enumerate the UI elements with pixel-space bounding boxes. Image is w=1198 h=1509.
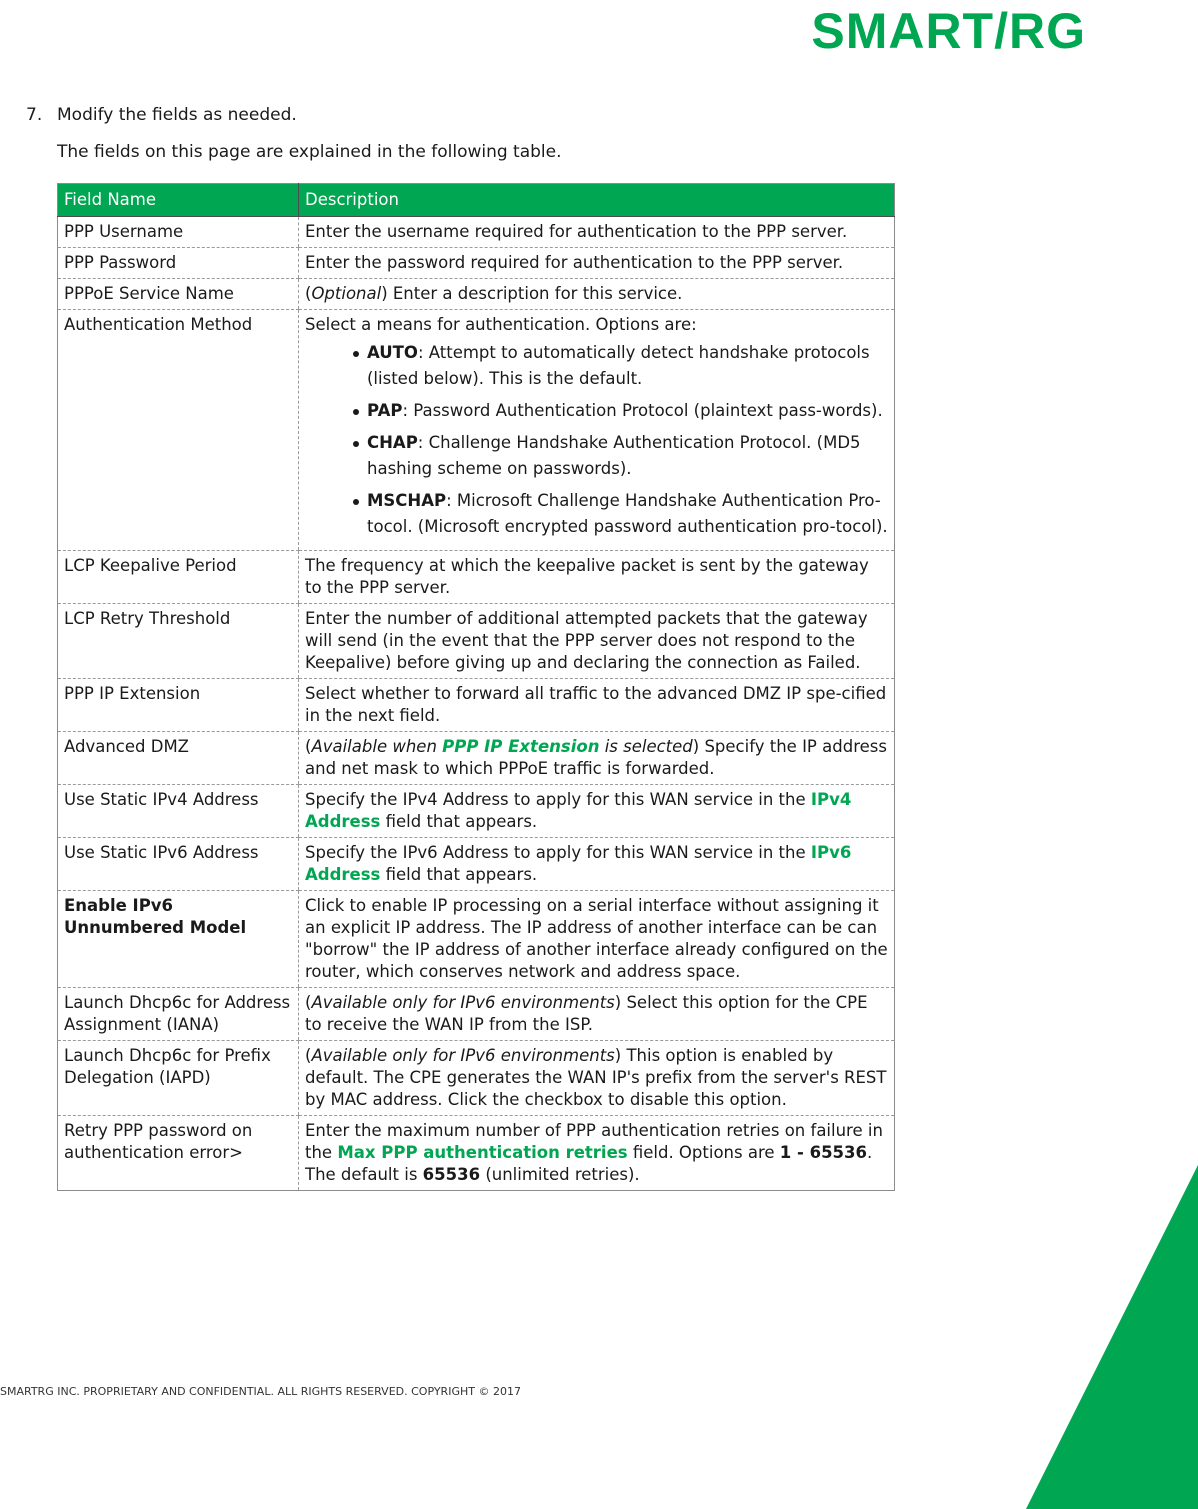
field-description: The frequency at which the keepalive packet is sent by the gateway to the PPP server. [299,551,895,604]
table-row [58,217,895,248]
description-text-mid: field. Options are [627,1143,780,1162]
field-description: Enter the password required for authentication to the PPP server. [299,248,895,279]
ipv4-address-ref: IPv4 Address [305,790,852,831]
option-term: CHAP [367,433,418,452]
field-name: Retry PPP password on authentication error> [64,1121,253,1162]
availability-note: Available only for IPv6 environments [311,993,615,1012]
field-description: (Optional) Enter a description for this service. [299,279,895,310]
description-text: Specify the IP address and net mask to which PPPoE traffic is forwarded. [305,737,887,778]
field-name: PPP IP Extension [58,679,299,732]
field-name: Use Static IPv4 Address [58,785,299,838]
field-description: Select whether to forward all traffic to the advanced DMZ IP spe-cified in the next field. [299,679,895,732]
retry-range: 1 - 65536 [779,1143,868,1162]
table-row [58,838,895,891]
description-text-end: (unlimited retries). [480,1165,640,1184]
footer-copyright: SMARTRG INC. PROPRIETARY AND CONFIDENTIAL. ALL RIGHTS RESERVED. COPYRIGHT © 2017 [0,1385,521,1398]
option-term: AUTO [367,343,418,362]
field-name: Use Static IPv6 Address [58,838,299,891]
table-row [58,551,895,604]
table-row [58,1116,895,1191]
field-description: (Available only for IPv6 environments) Select this option for the CPE to receive the WAN IP from the ISP. [299,988,895,1041]
field-name: Launch Dhcp6c for Prefix Delegation (IAPD) [58,1041,299,1116]
field-description: (Available only for IPv6 environments) This option is enabled by default. The CPE generates the WAN IP's prefix from the server's REST by MAC address. Click the checkbox to disable this option. [299,1041,895,1116]
table-row [58,604,895,679]
step-number: 7. [26,105,43,125]
option-text: : Attempt to automatically detect handshake protocols (listed below). This is the default. [367,343,870,388]
field-name: PPP Username [58,217,299,248]
description-text-mid2: . The default is [305,1143,873,1184]
intro-text: The fields on this page are explained in the following table. [57,142,562,162]
description-text: Enter a description for this service. [387,284,683,303]
option-text: : Password Authentication Protocol (plaintext pass-words). [402,401,883,420]
header-description: Description [299,184,895,217]
field-name: PPP Password [58,248,299,279]
list-item [367,488,888,540]
max-retries-ref: Max PPP authentication retries [337,1143,628,1162]
table-row [58,732,895,785]
description-text: Select this option for the CPE to receive the WAN IP from the ISP. [305,993,868,1034]
description-text-end: field that appears. [380,812,538,831]
field-name: LCP Keepalive Period [58,551,299,604]
field-description [299,310,895,551]
field-description [299,1116,895,1191]
table-row [58,679,895,732]
table-row [58,279,895,310]
description-text-end: field that appears. [380,865,538,884]
description-text: Enter the maximum number of PPP authentication retries on failure in the [305,1121,883,1162]
optional-note: Optional [311,284,382,303]
option-text: : Microsoft Challenge Handshake Authentication Pro-tocol. (Microsoft encrypted password authentication pro-tocol). [367,491,888,536]
corner-triangle-decoration [1026,1165,1198,1509]
option-text: : Challenge Handshake Authentication Protocol. (MD5 hashing scheme on passwords). [367,433,861,478]
table-row [58,310,895,551]
option-term: MSCHAP [367,491,447,510]
description-text: Select a means for authentication. Options are: [305,315,697,334]
list-item [367,340,888,392]
table-row [58,785,895,838]
header-field-name: Field Name [58,184,299,217]
ppp-ip-extension-ref: PPP IP Extension [442,737,600,756]
field-name: Launch Dhcp6c for Address Assignment (IANA) [58,988,299,1041]
field-description: Enter the number of additional attempted packets that the gateway will send (in the event that the PPP server does not respond to the Keepalive) before giving up and declaring the connection as Failed. [299,604,895,679]
ipv6-address-ref: IPv6 Address [305,843,852,884]
field-description [299,785,895,838]
availability-note-end: is selected [599,737,693,756]
description-text: This option is enabled by default. The CPE generates the WAN IP's prefix from the server's REST by MAC address. Click the checkbox to disable this option. [305,1046,887,1109]
table-row [58,248,895,279]
auth-options-list [305,340,888,540]
table-row [58,891,895,988]
list-item [367,430,888,482]
table-row [58,988,895,1041]
field-name: Authentication Method [58,310,299,551]
field-description: Click to enable IP processing on a serial interface without assigning it an explicit IP address. The IP address of another interface can be can "borrow" the IP address of another interface already configured on the router, which conserves network and address space. [299,891,895,988]
smartrg-logo: SMART/RG [811,3,1086,59]
step-text: Modify the fields as needed. [57,105,297,125]
table-row [58,1041,895,1116]
list-item [367,398,888,424]
availability-note: Available only for IPv6 environments [311,1046,615,1065]
field-name: Enable IPv6 Unnumbered Model [58,891,299,988]
field-name: Advanced DMZ [58,732,299,785]
step-instruction [26,105,297,125]
fields-table [57,183,895,1191]
field-name: LCP Retry Threshold [58,604,299,679]
option-term: PAP [367,401,403,420]
field-description: Enter the username required for authentication to the PPP server. [299,217,895,248]
description-text: Specify the IPv4 Address to apply for this WAN service in the [305,790,811,809]
description-text: Specify the IPv6 Address to apply for this WAN service in the [305,843,811,862]
field-description [299,838,895,891]
table-header-row [58,184,895,217]
retry-default: 65536 [422,1165,481,1184]
field-description: (Available when PPP IP Extension is selected) Specify the IP address and net mask to which PPPoE traffic is forwarded. [299,732,895,785]
availability-note: Available when [311,737,443,756]
field-name: PPPoE Service Name [58,279,299,310]
